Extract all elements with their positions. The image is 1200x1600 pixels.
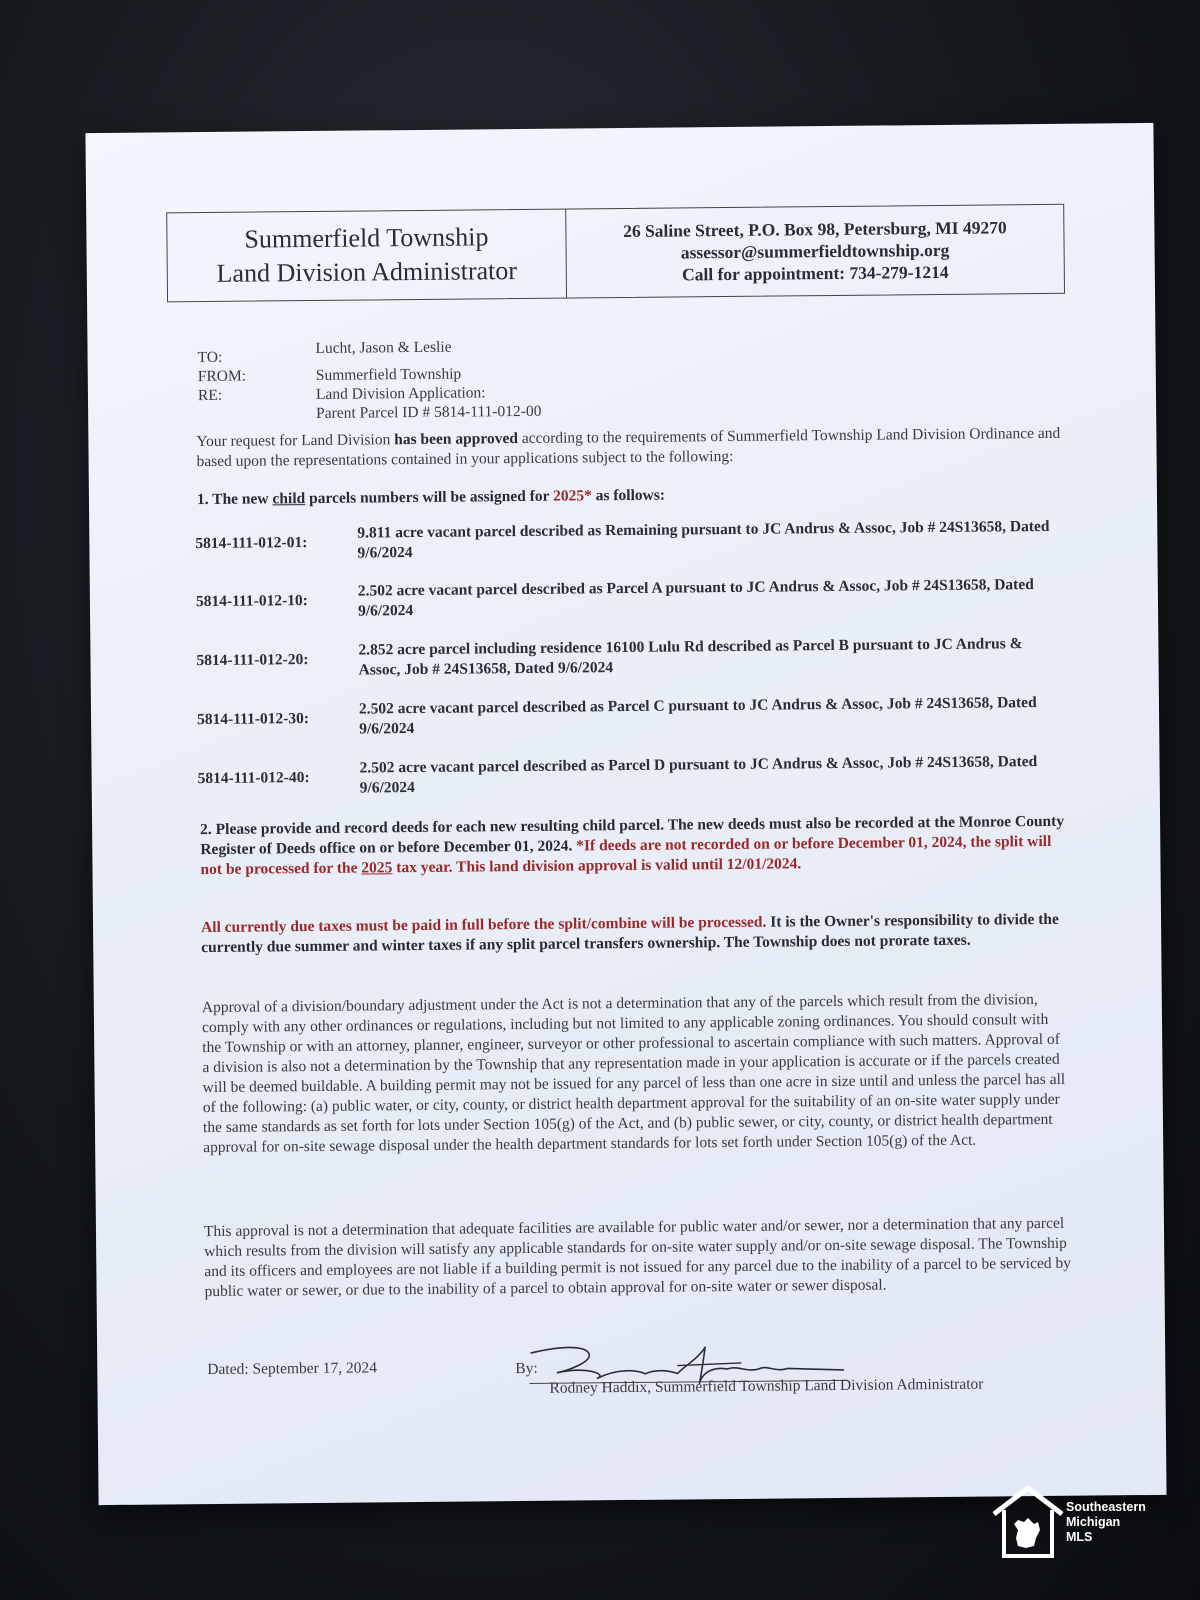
parcel-row [195,517,1065,565]
parcel-id: 5814-111-012-01: [195,534,308,553]
re-label: RE: [197,386,223,405]
intro-paragraph [196,424,1064,472]
re-value [316,383,542,423]
letterhead-title [167,210,567,302]
to-label: TO: [197,348,223,367]
item2-year: 2025 [361,859,393,877]
watermark-line-1: Southeastern [1066,1500,1146,1514]
office-name: Land Division Administrator [216,256,518,288]
taxes-text: It is the Owner's responsibility to divide the currently due summer and winter taxes if any split parcel transfers ownership. The Township does not prorate taxes. [201,910,1059,957]
item2-warning-1: *If deeds are not recorded on or before December 01, 2024, the split will not be processed for the [200,832,1052,879]
taxes-paragraph [201,910,1069,958]
item1-prefix: 1. The new [196,490,273,509]
dated-line: Dated: September 17, 2024 [207,1359,377,1379]
letterhead [166,204,1065,303]
township-name: Summerfield Township [244,222,489,254]
item1-child: child [272,490,306,508]
parcel-description: 2.502 acre vacant parcel described as Parcel D pursuant to JC Andrus & Assoc, Job # 24S13658, Dated 9/6/2024 [359,753,1038,797]
parcel-id: 5814-111-012-20: [196,651,309,670]
taxes-warning: All currently due taxes must be paid in full before the split/combine will be processed. [200,913,767,937]
re-line-2: Parent Parcel ID # 5814-111-012-00 [316,402,542,422]
document-page [85,123,1166,1505]
parcel-id: 5814-111-012-10: [195,592,308,611]
item1-year: 2025* [552,487,592,505]
parcel-description: 9.811 acre vacant parcel described as Remaining pursuant to JC Andrus & Assoc, Job # 24S13658, Dated 9/6/2024 [357,517,1050,562]
parcel-id: 5814-111-012-30: [196,710,310,729]
item2-warning-2: tax year. This land division approval is valid until 12/01/2024. [392,855,802,877]
watermark-line-3: MLS [1066,1530,1093,1544]
item-1-heading [197,482,1065,510]
memo-block [197,337,541,424]
letterhead-contact [566,205,1064,298]
item2-text: 2. Please provide and record deeds for each new resulting child parcel. The new deeds must also be recorded at the Monroe County Register of Deeds office on or before December 01, 2024. [200,812,1065,859]
parcel-id: 5814-111-012-40: [197,769,310,788]
facilities-disclaimer: This approval is not a determination that adequate facilities are available for public water and/or sewer, nor a determination that any parcel which results from the division will satisfy any applicable standards for on-site water supply and/or on-site sewage disposal. The Township and its officers and employees are not liable if a building permit is not issued for any parcel due to the inability of a parcel to be serviced by public water or sewer, or due to the inability of a parcel to obtain approval for on-site water or sewer disposal. [203,1214,1072,1301]
item1-suffix: as follows: [591,486,666,505]
parcel-description: 2.852 acre parcel including residence 16100 Lulu Rd described as Parcel B pursuant to JC Andrus & Assoc, Job # 24S13658, Dated 9/6/2024 [358,635,1023,679]
phone: Call for appointment: 734-279-1214 [681,261,949,285]
from-value: Summerfield Township [315,365,462,384]
approval-disclaimer: Approval of a division/boundary adjustment under the Act is not a determination that any of the parcels which result from the division, comply with any other ordinances or regulations, including but not limited to any applicable zoning ordinances. You should consult with the Township or with an attorney, planner, engineer, surveyor or other professional to ascertain compliance with such matters. Approval of a division is also not a determination by the Township that any representation made in your application is accurate or if the parcels created will be deemed buildable. A building permit may not be issued for any parcel of less than one acre in size until and unless the parcel has all of the following: (a) public water, or city, county, or district health department approval for the suitability of an on-site water supply under the same standards as set forth for lots under Section 105(g) of the Act, and (b) public sewer, or city, county, or district health department approval for on-site sewage disposal under the health department standards for lots set forth under Section 105(g) of the Act. [201,991,1066,1157]
watermark-line-2: Michigan [1066,1515,1121,1529]
item1-middle: parcels numbers will be assigned for [305,487,554,508]
parcel-row [196,634,1066,682]
to-value: Lucht, Jason & Leslie [315,338,452,357]
address: 26 Saline Street, P.O. Box 98, Petersburg, MI 49270 [623,217,1007,242]
parcel-row [196,575,1066,623]
parcel-description: 2.502 acre vacant parcel described as Parcel C pursuant to JC Andrus & Assoc, Job # 24S13658, Dated 9/6/2024 [358,694,1037,738]
intro-bold: has been approved [394,430,518,449]
parcel-description: 2.502 acre vacant parcel described as Parcel A pursuant to JC Andrus & Assoc, Job # 24S13658, Dated 9/6/2024 [357,576,1034,620]
parcel-row [197,752,1067,800]
email: assessor@summerfieldtownship.org [680,239,950,263]
by-label: By: [515,1359,538,1378]
parcel-row [197,693,1067,741]
item-2-paragraph [200,812,1069,880]
intro-text-1: Your request for Land Division [196,431,395,451]
signer-name: Rodney Haddix, Summerfield Township Land Division Administrator [549,1375,984,1397]
from-label: FROM: [197,367,247,386]
intro-text-2: according to the requirements of Summerfield Township Land Division Ordinance and based upon the representations contained in your applications subject to the following: [196,424,1061,471]
re-line-1: Land Division Application: [315,384,486,403]
mls-watermark-text [1066,1500,1146,1545]
